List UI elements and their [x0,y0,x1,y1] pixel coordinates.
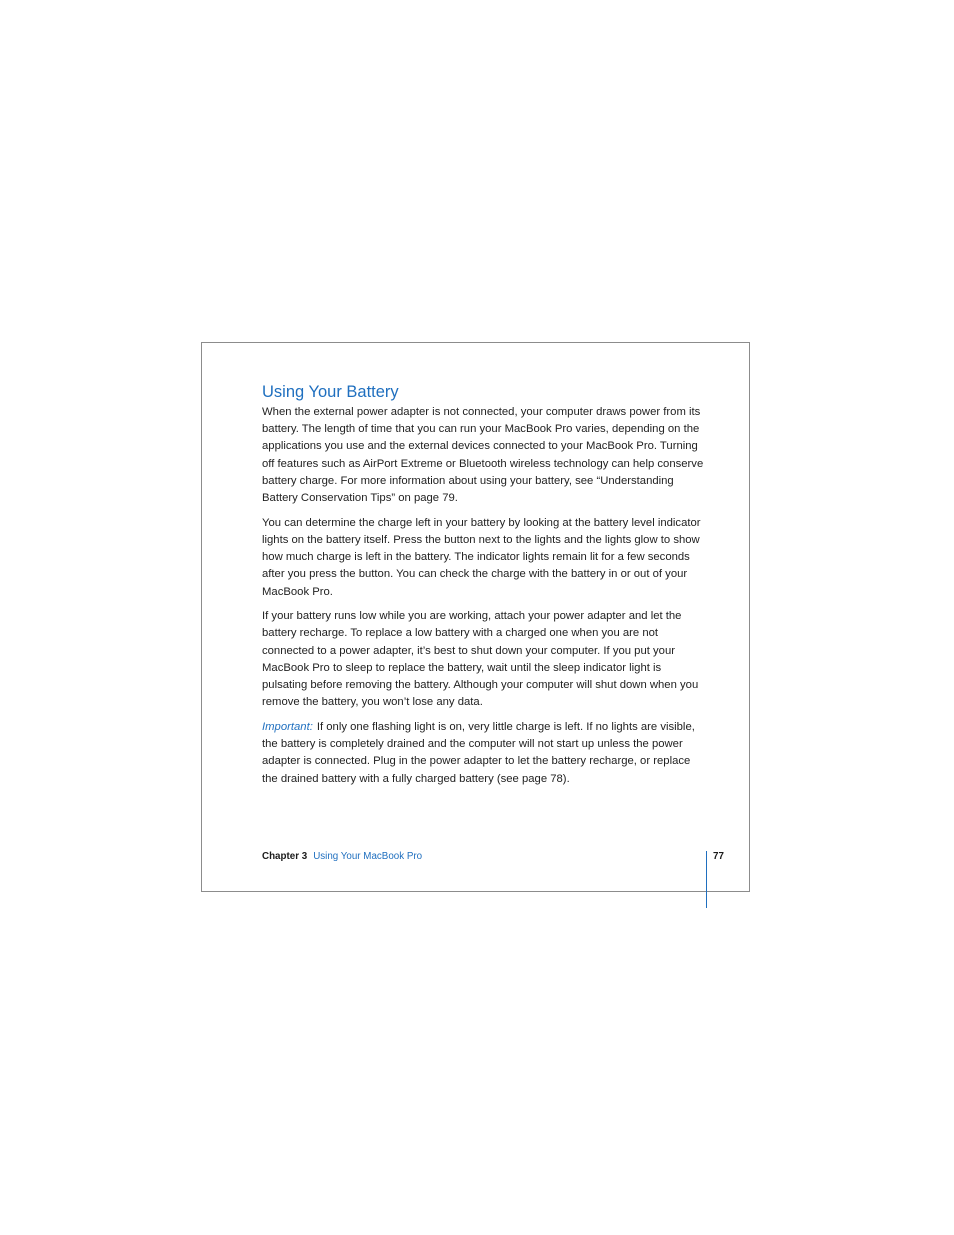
important-text: If only one flashing light is on, very little charge is left. If no lights are visible, the battery is completely drained and the computer will not start up unless the power adapter is connected. Plug in the power adapter to let the battery recharge, or replace the drained battery with a fully charged battery (see page 78). [262,720,695,785]
section-title: Using Your Battery [262,383,399,401]
important-label: Important: [262,720,313,733]
body-paragraph-2: You can determine the charge left in your battery by looking at the battery level indicator lights on the battery itself. Press the button next to the lights and the lights glow to show how much charge is left in the battery. The indicator lights remain lit for a few seconds after you press the button. You can check the charge with the battery in or out of your MacBook Pro. [262,516,701,598]
body-paragraph-3: If your battery runs low while you are working, attach your power adapter and let the battery recharge. To replace a low battery with a charged one when you are not connected to a power adapter, it’s best to shut down your computer. If you put your MacBook Pro to sleep to replace the battery, wait until the sleep indicator light is pulsating before removing the battery. Although your computer will shut down when you remove the battery, you won’t lose any data. [262,610,699,709]
page-footer [262,850,732,864]
important-note [262,719,708,788]
footer-chapter: Chapter 3 [262,851,308,862]
page-number: 77 [713,851,724,862]
footer-rule [706,851,707,908]
page-content [262,381,708,795]
body-paragraph-1: When the external power adapter is not connected, your computer draws power from its battery. The length of time that you can run your MacBook Pro varies, depending on the applications you use and the external devices connected to your MacBook Pro. Turning off features such as AirPort Extreme or Bluetooth wireless technology can help conserve battery charge. For more information about using your battery, see “Understanding Battery Conservation Tips” on page 79. [262,406,704,505]
footer-chapter-title: Using Your MacBook Pro [313,851,423,862]
